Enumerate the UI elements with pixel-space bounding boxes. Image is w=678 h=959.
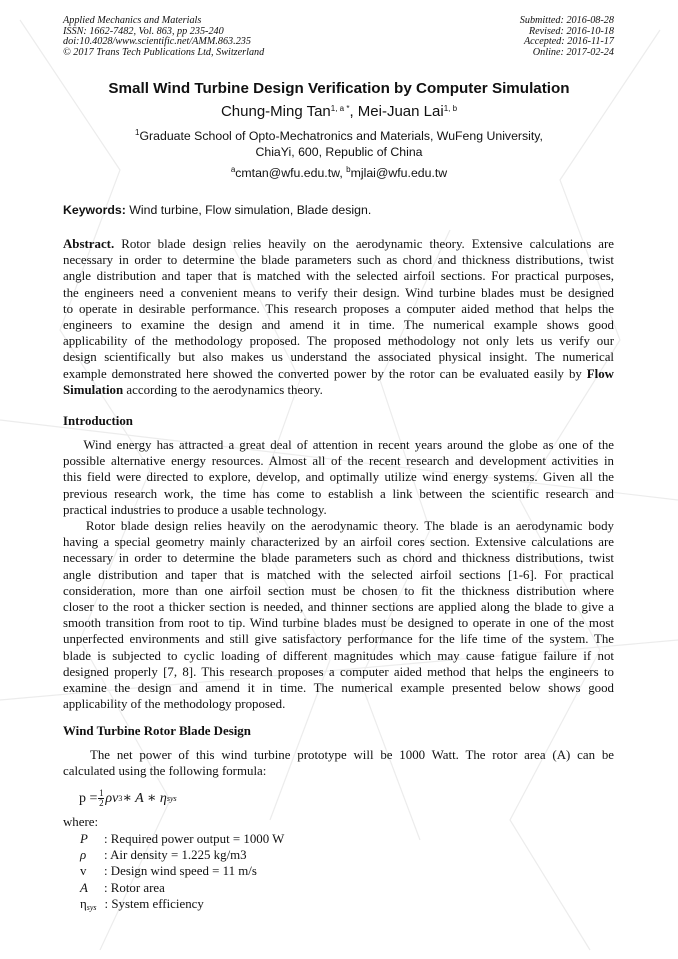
intro-line: smooth transition from root to tip. Wind turbine blades must be designed to operate in one of the most [63, 616, 614, 631]
design-line: The net power of this wind turbine prototype will be 1000 Watt. The rotor area (A) can be [63, 748, 614, 762]
intro-line: this field were directed to explore, develop, and optimally utilize wind energy systems. Given all the [63, 470, 614, 485]
abstract-label: Abstract. [63, 237, 115, 251]
email-a-marker: a [230, 165, 236, 174]
design-paragraph [63, 747, 614, 779]
author-2: Mei-Juan Lai [357, 103, 444, 120]
abstract [63, 236, 614, 398]
intro-line: previous research work, the time has come to establish a link between the scientific research and [63, 486, 614, 501]
submitted-date: Submitted: 2016-08-28 [519, 15, 614, 26]
variable-row: P : Required power output = 1000 W [80, 832, 285, 846]
formula-subscript: sys [166, 794, 177, 803]
affiliation-line-2: ChiaYi, 600, Republic of China [255, 144, 423, 159]
simulation-bold: Simulation [63, 382, 124, 397]
flow-bold: Flow [586, 366, 614, 381]
variable-row: A : Rotor area [80, 880, 165, 895]
intro-line: necessary in order to determine the blade parameters such as chord and thickness distributions, twist [63, 551, 614, 566]
fraction-denominator: 2 [99, 798, 104, 808]
copyright-line: © 2017 Trans Tech Publications Ltd, Switzerland [63, 46, 265, 58]
intro-line: examine the design and amend it in time. The numerical example presented below shows good [63, 680, 614, 695]
variable-list [80, 831, 284, 912]
keywords-text: Wind turbine, Flow simulation, Blade design. [125, 203, 372, 217]
abstract-line: angle distribution and taper that is matched with the selected airfoil sections. For practical purposes, [63, 269, 614, 284]
abstract-line: design scientifically but also makes us understand the associated physical insight. The numerical [63, 350, 614, 365]
design-line: calculated using the following formula: [63, 764, 267, 779]
abstract-line: applicability of the methodology proposed. The proposed methodology not only lets us verify our [63, 334, 614, 349]
abstract-line: engineers to examine the design and amend it in time. The numerical example shows good [63, 317, 614, 332]
fraction-numerator: 1 [99, 788, 104, 798]
abstract-line: necessary in order to determine the blade parameters such as chord and thickness distributions, twist [63, 253, 614, 268]
formula-fraction [98, 789, 104, 808]
affiliation-line-1: Graduate School of Opto-Mechatronics and Materials, WuFeng University, [139, 129, 543, 143]
keywords-label: Keywords: [63, 203, 126, 217]
abstract-line: example demonstrated here showed the converted power by the rotor can be evaluated easily by Flow [63, 366, 614, 381]
author-2-marker: 1, b [443, 104, 458, 113]
formula-lhs: p = [79, 790, 98, 806]
intro-line: possible alternative energy resources. Almost all of the recent research and development activities in [63, 454, 614, 469]
online-date: Online: 2017-02-24 [532, 46, 614, 58]
author-1: Chung-Ming Tan [220, 103, 331, 120]
intro-line: Wind energy has attracted a great deal of attention in recent years around the globe as one of the [63, 438, 614, 452]
author-1-marker: 1, a * [330, 104, 350, 113]
affiliation [0, 129, 678, 160]
submission-dates [520, 16, 614, 58]
issn-line: ISSN: 1662-7482, Vol. 863, pp 235-240 [63, 25, 224, 37]
introduction-paragraph-2 [63, 518, 614, 712]
abstract-line: to operate in desirable performance. This research proposes a computer aided method that helps the [63, 301, 614, 316]
abstract-line: Abstract. Rotor blade design relies heavily on the aerodynamic theory. Extensive calculations are [63, 237, 614, 251]
intro-line: angle distribution and taper that is matched with the selected airfoil sections [1-6]. For practical [63, 567, 614, 582]
intro-line: practical industries to produce a usable technology. [63, 502, 327, 517]
abstract-line: the engineers need a convenient means to verify their design. Wind turbine blades must be designed [63, 285, 614, 300]
intro-line: consideration, more than one airfoil section must be chosen to fit the thickness distribution where [63, 583, 614, 598]
intro-line: closer to the root a thicker section is needed, and thinner sections are applied along the blade to give a [63, 599, 614, 614]
intro-line: unperfected environments and still give satisfactory performance for the life time of the system. The [63, 632, 614, 647]
doi-line: doi:10.4028/www.scientific.net/AMM.863.235 [63, 36, 251, 47]
design-heading: Wind Turbine Rotor Blade Design [63, 724, 251, 738]
email-b-marker: b [346, 165, 351, 174]
variable-row: $\eta_{sys}$ : System efficiency [80, 896, 204, 912]
intro-line: applicability of the methodology proposed. [63, 697, 286, 712]
journal-name: Applied Mechanics and Materials [63, 15, 202, 26]
email-b: mjlai@wfu.edu.tw [350, 166, 448, 180]
author-list [0, 103, 678, 120]
variable-row: ρ : Air density = 1.225 kg/m3 [80, 848, 247, 863]
variable-row: v : Design wind speed = 11 m/s [80, 864, 257, 879]
intro-line: having a special geometry mainly characterized by an airfoil cores section. Extensive calculations are [63, 535, 614, 550]
introduction-paragraph-1 [63, 437, 614, 518]
affiliation-marker: 1 [135, 128, 140, 137]
intro-line: designed properly [7, 8]. This research proposes a computer aided method that helps the engineers to [63, 664, 614, 679]
paper-title: Small Wind Turbine Design Verification by Computer Simulation [108, 80, 570, 97]
abstract-line: Simulation according to the aerodynamics theory. [63, 382, 323, 397]
formula-rho-v: ρv [105, 790, 119, 806]
keywords [63, 203, 371, 217]
email-a: cmtan@wfu.edu.tw, [235, 166, 347, 180]
introduction-heading: Introduction [63, 414, 133, 428]
accepted-date: Accepted: 2016-11-17 [523, 36, 614, 47]
power-formula: p = $\frac{1}{2}$ ρv 3 ∗ A ∗ η sys [79, 788, 177, 808]
where-label: where: [63, 815, 99, 829]
author-emails [0, 166, 678, 180]
author-separator: , [349, 103, 358, 120]
journal-info [63, 16, 264, 58]
intro-line: Rotor blade design relies heavily on the aerodynamic theory. The blade is an aerodynamic body [63, 519, 614, 533]
formula-rest: ∗ A ∗ η [122, 791, 167, 806]
revised-date: Revised: 2016-10-18 [528, 25, 614, 37]
intro-line: blade is subjected to cyclic loading of different magnitudes which may cause fatigue failure if not [63, 648, 614, 663]
